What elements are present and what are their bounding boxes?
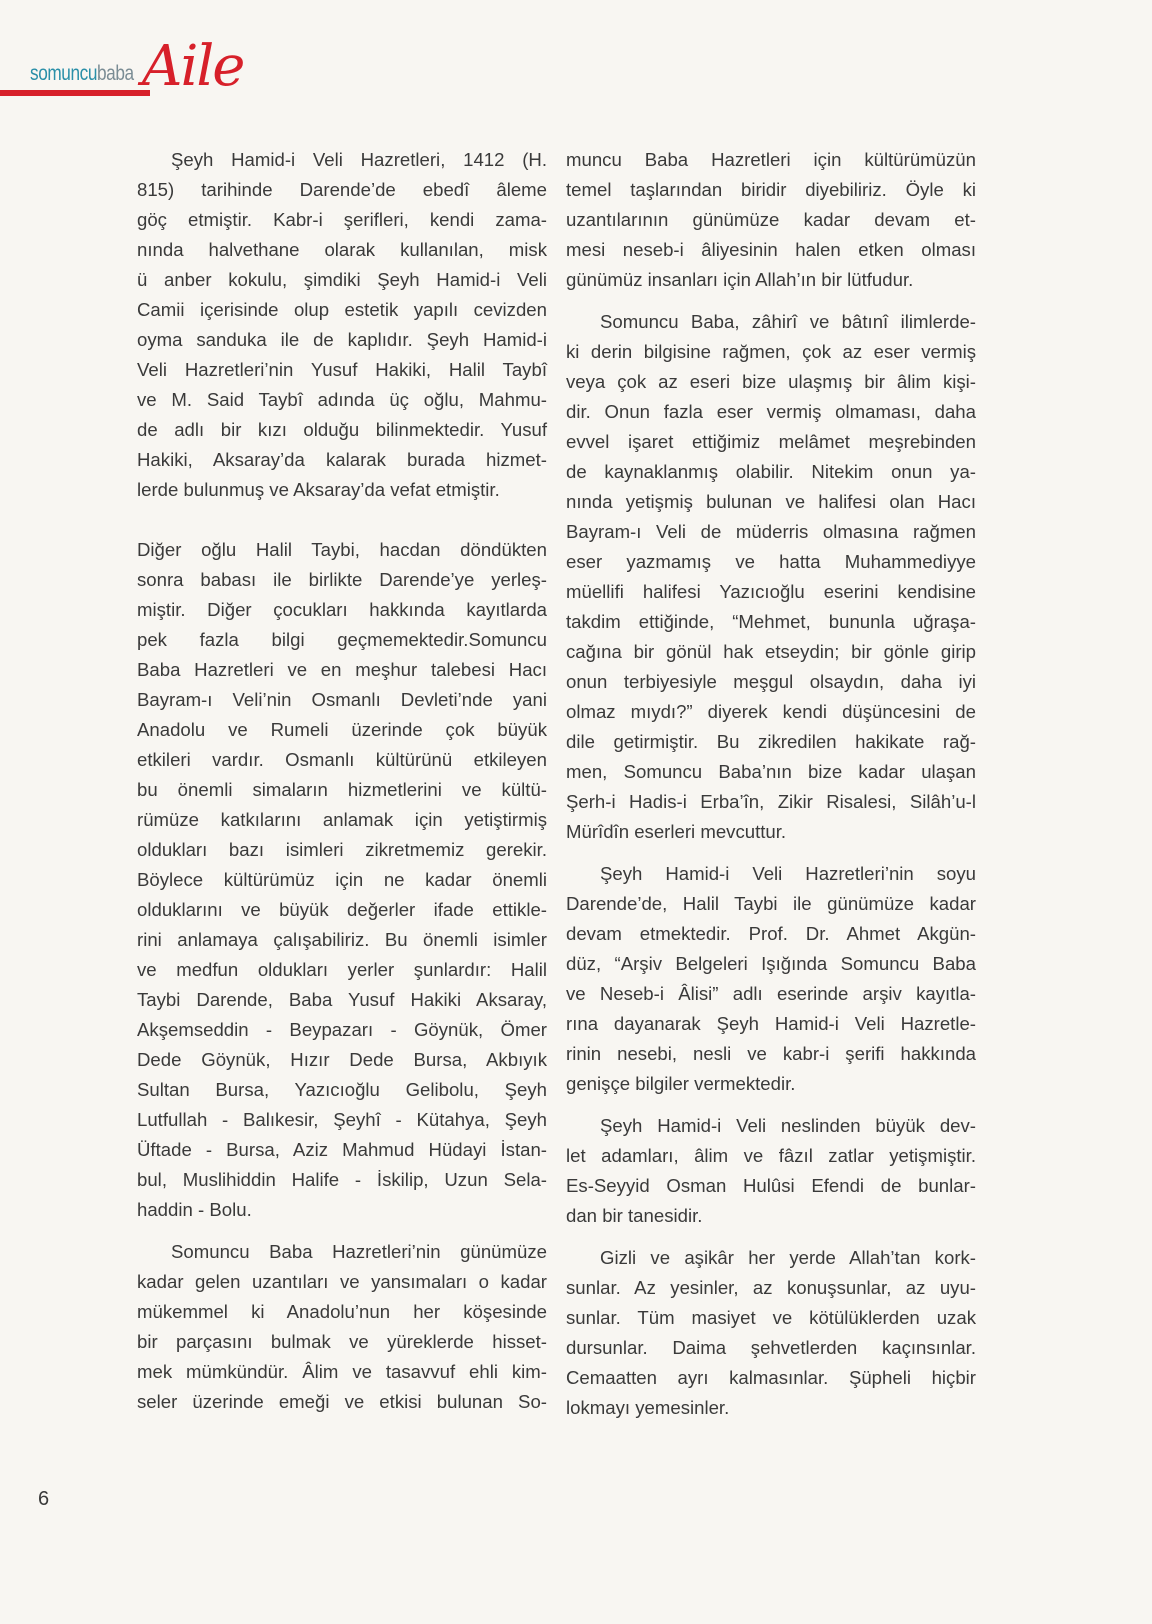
text-line: rini anlamaya çalışabiliriz. Bu önemli isimler — [137, 929, 547, 950]
text-line: mesi neseb-i âliyesinin halen etken olması — [566, 239, 976, 260]
paragraph — [566, 1243, 976, 1423]
text-line: olduklarını ve büyük değerler ifade ettikle- — [137, 899, 547, 920]
text-line: Somuncu Baba Hazretleri’nin günümüze — [171, 1241, 547, 1262]
text-line: devam etmektedir. Prof. Dr. Ahmet Akgün- — [566, 923, 976, 944]
text-line: genişçe bilgiler vermektedir. — [566, 1073, 796, 1094]
text-line: ü anber kokulu, şimdiki Şeyh Hamid-i Veli — [137, 269, 547, 290]
text-line: uzantılarının günümüze kadar devam et- — [566, 209, 976, 230]
text-line: Veli Hazretleri’nin Yusuf Hakiki, Halil Taybî — [137, 359, 547, 380]
text-line: etkileri vardır. Osmanlı kültürünü etkileyen — [137, 749, 547, 770]
text-line: evvel işaret ettiğimiz melâmet meşrebinden — [566, 431, 976, 452]
text-line: Es-Seyyid Osman Hulûsi Efendi de bunlar- — [566, 1175, 976, 1196]
text-line: rümüze katkılarını anlamak için yetiştirmiş — [137, 809, 547, 830]
magazine-logo — [0, 34, 260, 110]
text-line: Somuncu Baba, zâhirî ve bâtınî ilimlerde- — [600, 311, 976, 332]
text-line: dir. Onun fazla eser vermiş olmaması, daha — [566, 401, 976, 422]
paragraph — [566, 145, 976, 295]
text-line: göç etmiştir. Kabr-i şerifleri, kendi zama- — [137, 209, 547, 230]
text-line: Akşemseddin - Beypazarı - Göynük, Ömer — [137, 1019, 547, 1040]
page-number: 6 — [38, 1488, 50, 1510]
text-line: nında yetişmiş bulunan ve halifesi olan Hacı — [566, 491, 976, 512]
text-line: bir parçasını bulmak ve yüreklerde hisset- — [137, 1331, 547, 1352]
text-line: olmaz mıydı?” diyerek kendi düşüncesini de — [566, 701, 976, 722]
paragraph — [566, 1111, 976, 1231]
text-line: Şeyh Hamid-i Veli neslinden büyük dev- — [600, 1115, 976, 1136]
text-line: ve M. Said Taybî adında üç oğlu, Mahmu- — [137, 389, 547, 410]
text-line: dan bir tanesidir. — [566, 1205, 703, 1226]
paragraph — [566, 859, 976, 1099]
text-line: Şeyh Hamid-i Veli Hazretleri, 1412 (H. — [171, 149, 547, 170]
text-line: pek fazla bilgi geçmemektedir.Somuncu — [137, 629, 547, 650]
text-line: sonra babası ile birlikte Darende’ye yerleş- — [137, 569, 547, 590]
logo-brand-part2: baba — [97, 62, 134, 85]
text-line: ki derin bilgisine rağmen, çok az eser vermiş — [566, 341, 976, 362]
text-column-right — [566, 145, 976, 1435]
text-line: Anadolu ve Rumeli üzerinde çok büyük — [137, 719, 547, 740]
text-line: takdim ettiğinde, “Mehmet, bununla uğraşa- — [566, 611, 976, 632]
text-line: müellifi halifesi Yazıcıoğlu eserini kendisine — [566, 581, 976, 602]
text-line: Lutfullah - Balıkesir, Şeyhî - Kütahya, Şeyh — [137, 1109, 547, 1130]
text-line: haddin - Bolu. — [137, 1199, 252, 1220]
paragraph — [137, 535, 547, 1225]
text-line: temel taşlarından biridir diyebiliriz. Öyle ki — [566, 179, 976, 200]
text-line: Üftade - Bursa, Aziz Mahmud Hüdayi İstan- — [137, 1139, 547, 1160]
text-line: eser yazmamış ve hatta Muhammediyye — [566, 551, 976, 572]
text-line: sunlar. Az yesinler, az konuşsunlar, az uyu- — [566, 1277, 976, 1298]
text-line: onun terbiyesiyle meşgul olsaydın, daha iyi — [566, 671, 976, 692]
text-line: veya çok az eseri bize ulaşmış bir âlim kişi- — [566, 371, 976, 392]
text-line: cağına bir gönül hak etseydin; bir gönle girip — [566, 641, 976, 662]
logo-brand — [30, 62, 134, 86]
text-line: rına dayanarak Şeyh Hamid-i Veli Hazretle- — [566, 1013, 976, 1034]
text-line: oldukları bazı isimleri zikretmemiz gerekir. — [137, 839, 547, 860]
text-line: nında halvethane olarak kullanılan, misk — [137, 239, 547, 260]
text-line: Taybi Darende, Baba Yusuf Hakiki Aksaray, — [137, 989, 547, 1010]
text-line: Gizli ve aşikâr her yerde Allah’tan kork- — [600, 1247, 976, 1268]
text-line: Bayram-ı Veli de müderris olmasına rağmen — [566, 521, 976, 542]
text-line: de kaynaklanmış olabilir. Nitekim onun ya- — [566, 461, 976, 482]
text-line: bul, Muslihiddin Halife - İskilip, Uzun Sela- — [137, 1169, 547, 1190]
logo-red-rule — [0, 90, 150, 96]
text-line: lokmayı yemesinler. — [566, 1397, 730, 1418]
text-line: mükemmel ki Anadolu’nun her köşesinde — [137, 1301, 547, 1322]
text-line: Baba Hazretleri ve en meşhur talebesi Hacı — [137, 659, 547, 680]
text-line: Bayram-ı Veli’nin Osmanlı Devleti’nde yani — [137, 689, 547, 710]
text-line: let adamları, âlim ve fâzıl zatlar yetişmiştir. — [566, 1145, 976, 1166]
text-line: miştir. Diğer çocukları hakkında kayıtlarda — [137, 599, 547, 620]
text-line: oyma sanduka ile de kaplıdır. Şeyh Hamid-i — [137, 329, 547, 350]
text-line: düz, “Arşiv Belgeleri Işığında Somuncu Baba — [566, 953, 976, 974]
paragraph — [566, 307, 976, 847]
text-line: Şeyh Hamid-i Veli Hazretleri’nin soyu — [600, 863, 976, 884]
text-line: mek mümkündür. Âlim ve tasavvuf ehli kim- — [137, 1361, 547, 1382]
text-line: günümüz insanları için Allah’ın bir lütfudur. — [566, 269, 914, 290]
text-line: sunlar. Tüm masiyet ve kötülüklerden uzak — [566, 1307, 976, 1328]
text-line: 815) tarihinde Darende’de ebedî âleme — [137, 179, 547, 200]
text-line: lerde bulunmuş ve Aksaray’da vefat etmiştir. — [137, 479, 500, 500]
text-line: ve medfun oldukları yerler şunlardır: Halil — [137, 959, 547, 980]
text-line: dile getirmiştir. Bu zikredilen hakikate rağ- — [566, 731, 976, 752]
text-line: ve Neseb-i Âlisi” adlı eserinde arşiv kayıtla- — [566, 983, 976, 1004]
text-line: men, Somuncu Baba’nın bize kadar ulaşan — [566, 761, 976, 782]
text-line: Dede Göynük, Hızır Dede Bursa, Akbıyık — [137, 1049, 547, 1070]
paragraph — [137, 1237, 547, 1417]
text-line: dursunlar. Daima şehvetlerden kaçınsınlar. — [566, 1337, 976, 1358]
text-line: kadar gelen uzantıları ve yansımaları o kadar — [137, 1271, 547, 1292]
text-line: muncu Baba Hazretleri için kültürümüzün — [566, 149, 976, 170]
text-line: de adlı bir kızı olduğu bilinmektedir. Yusuf — [137, 419, 547, 440]
text-line: Sultan Bursa, Yazıcıoğlu Gelibolu, Şeyh — [137, 1079, 547, 1100]
text-line: bu önemli simaların hizmetlerini ve kültü- — [137, 779, 547, 800]
text-line: Şerh-i Hadis-i Erba’în, Zikir Risalesi, Silâh’u-l — [566, 791, 976, 812]
text-line: Hakiki, Aksaray’da kalarak burada hizmet- — [137, 449, 547, 470]
section-title-script: Aile — [142, 34, 244, 99]
text-line: Böylece kültürümüz için ne kadar önemli — [137, 869, 547, 890]
text-line: seler üzerinde emeği ve etkisi bulunan So- — [137, 1391, 547, 1412]
paragraph — [137, 145, 547, 505]
text-line: Darende’de, Halil Taybi ile günümüze kadar — [566, 893, 976, 914]
logo-brand-part1: somuncu — [30, 62, 98, 85]
text-line: Cemaatten ayrı kalmasınlar. Şüpheli hiçbir — [566, 1367, 976, 1388]
text-line: rinin nesebi, nesli ve kabr-i şerifi hakkında — [566, 1043, 976, 1064]
text-line: Camii içerisinde olup estetik yapılı cevizden — [137, 299, 547, 320]
text-line: Mürîdîn eserleri mevcuttur. — [566, 821, 787, 842]
text-line: Diğer oğlu Halil Taybi, hacdan döndükten — [137, 539, 547, 560]
text-column-left — [137, 145, 547, 1429]
